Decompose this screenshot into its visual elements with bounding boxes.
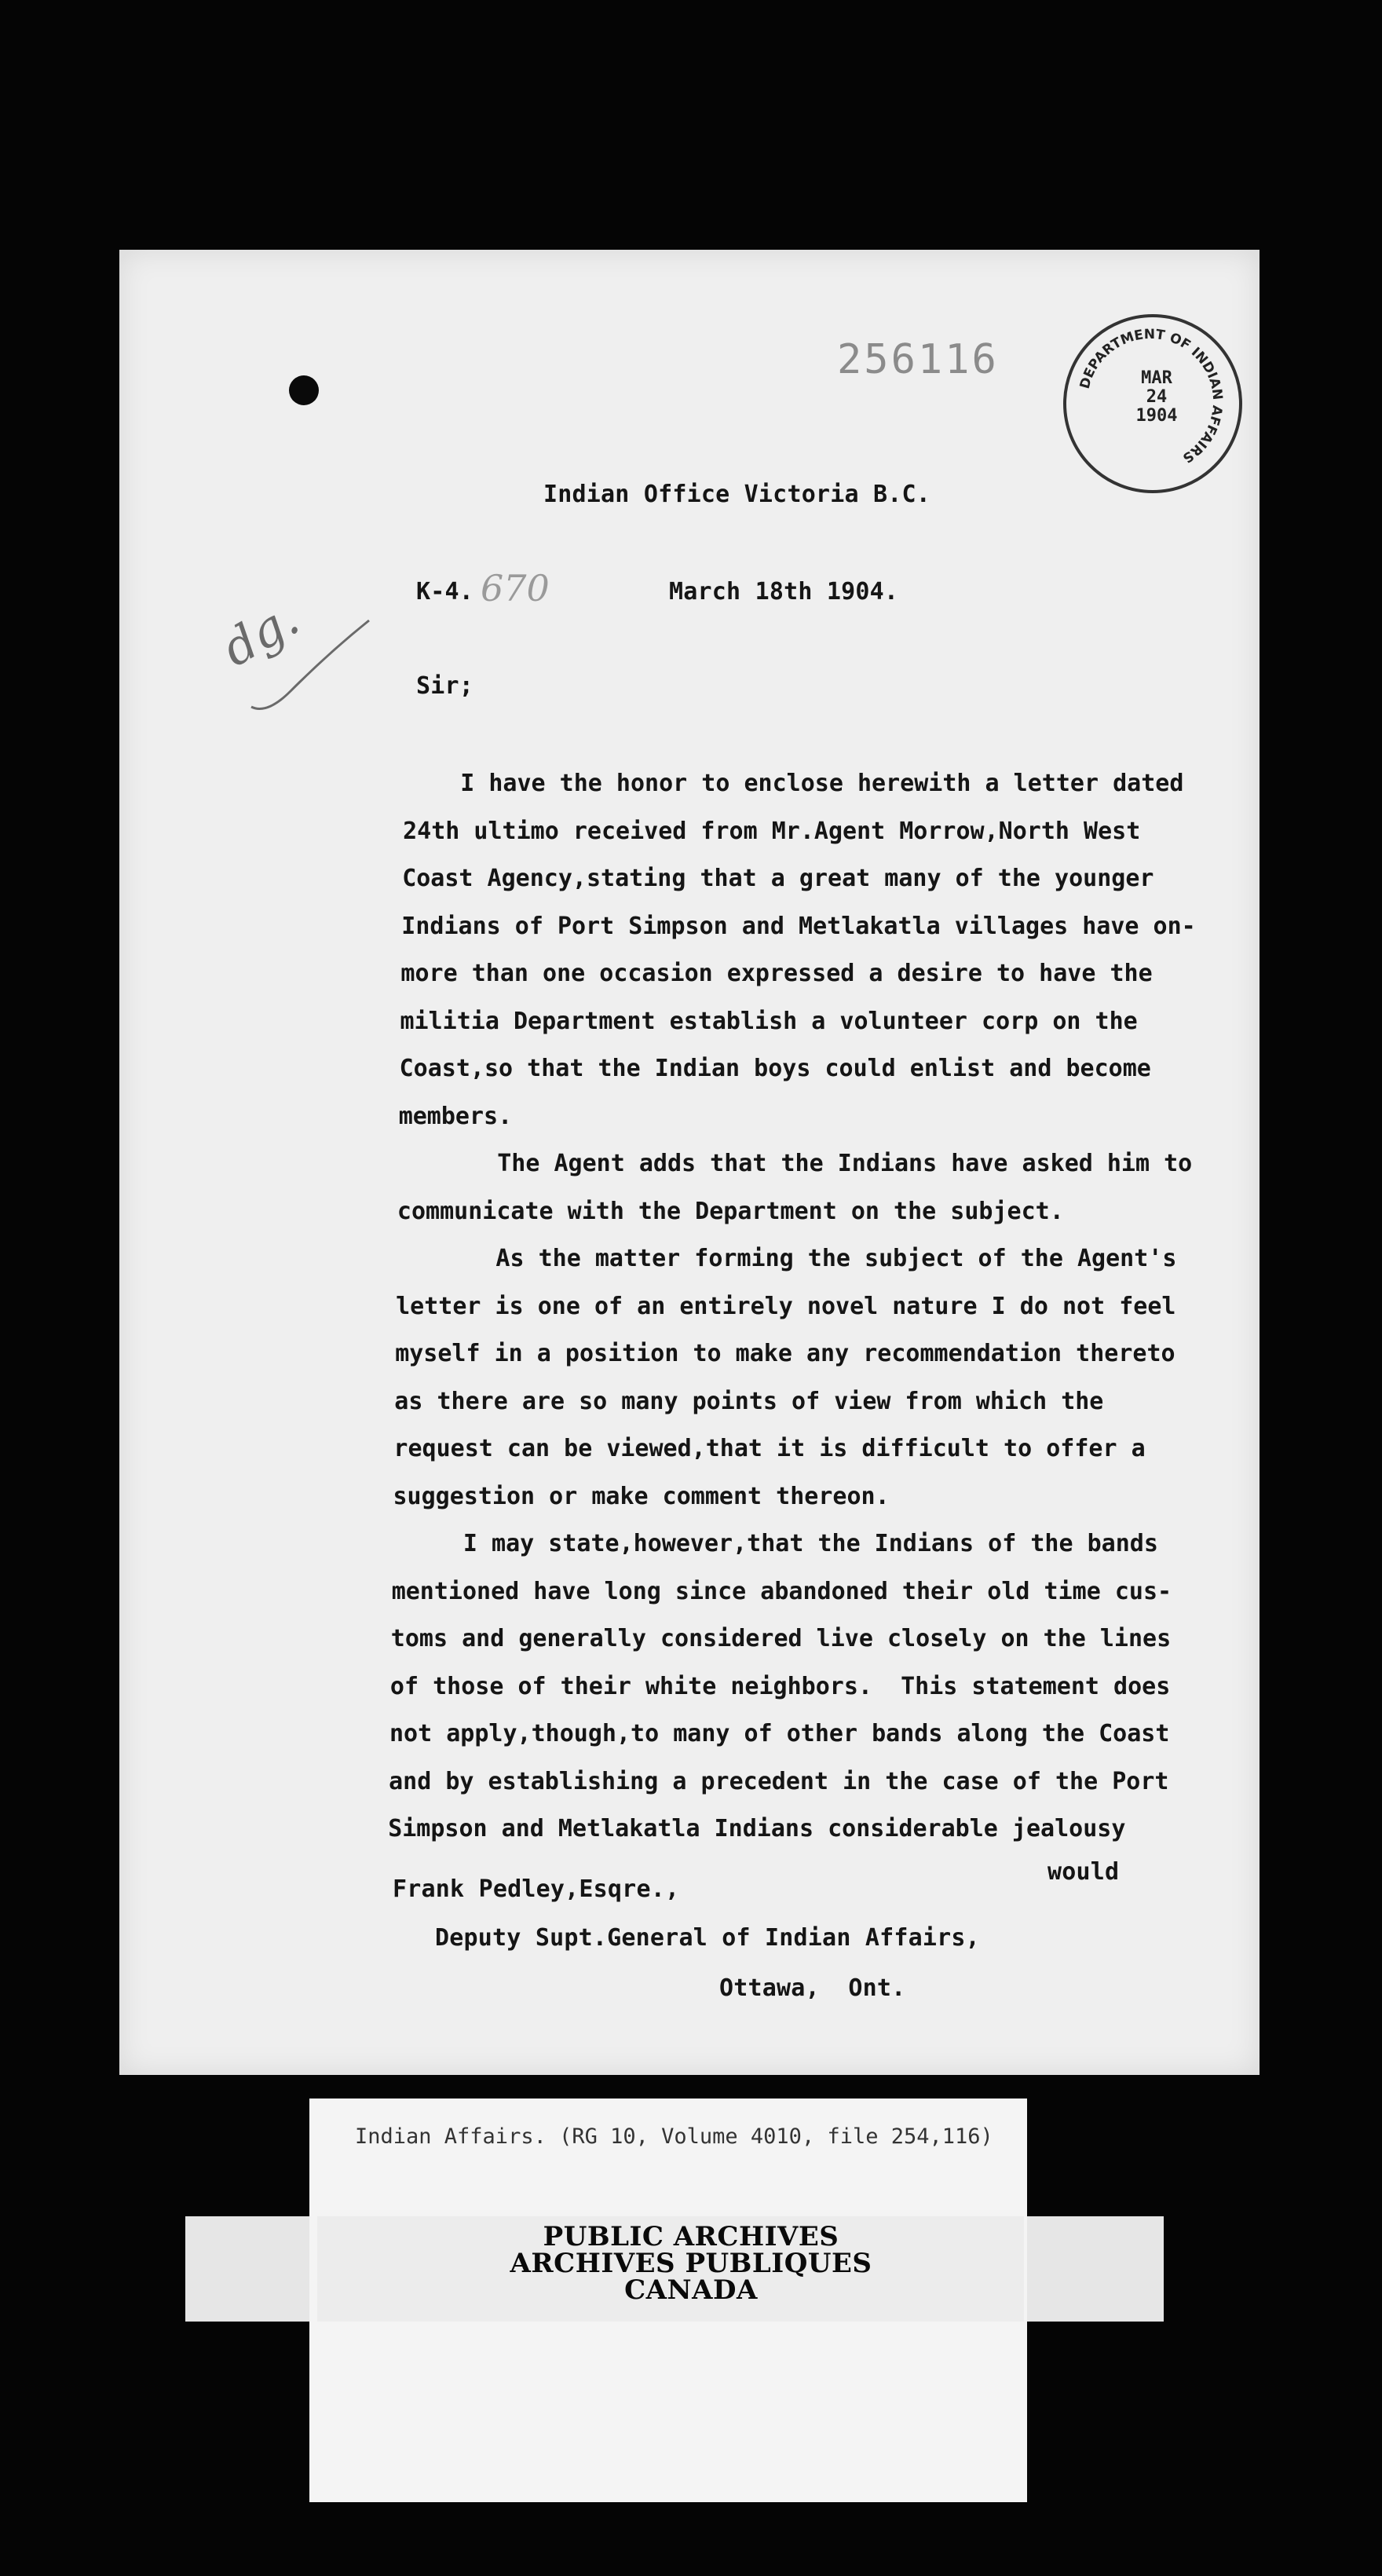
addressee-title: Deputy Supt.General of Indian Affairs, <box>435 1924 980 1952</box>
body-line: toms and generally considered live closely on the lines <box>390 1625 1172 1652</box>
body-line: militia Department establish a volunteer corp on the <box>400 1007 1138 1035</box>
received-stamp-date <box>1121 369 1192 448</box>
body-line: Coast,so that the Indian boys could enlist and become <box>399 1055 1151 1082</box>
body-line: I have the honor to enclose herewith a letter dated <box>404 770 1184 797</box>
initials-flourish <box>243 613 377 715</box>
body-line: mentioned have long since abandoned their old time cus- <box>391 1577 1172 1605</box>
file-number-stamp: 256116 <box>837 336 999 383</box>
body-line: as there are so many points of view from which the <box>394 1387 1104 1415</box>
archive-reference: Indian Affairs. (RG 10, Volume 4010, file 254,116) <box>355 2124 993 2149</box>
body-line: I may state,however,that the Indians of the bands <box>392 1530 1158 1557</box>
body-line: The Agent adds that the Indians have asked him to <box>397 1150 1193 1177</box>
archive-line-1: PUBLIC ARCHIVES <box>543 2221 839 2252</box>
body-line: letter is one of an entirely novel nature I do not feel <box>396 1292 1176 1320</box>
office-heading: Indian Office Victoria B.C. <box>543 481 931 508</box>
stamp-day: 24 <box>1146 387 1168 407</box>
body-line: Simpson and Metlakatla Indians considerable jealousy <box>388 1815 1126 1842</box>
body-line: members. <box>398 1102 513 1130</box>
archive-line-3: CANADA <box>624 2274 758 2306</box>
body-line: myself in a position to make any recommendation thereto <box>395 1340 1175 1367</box>
stamp-year: 1904 <box>1135 406 1178 426</box>
body-line: Coast Agency,stating that a great many of the younger <box>402 865 1154 892</box>
body-line: of those of their white neighbors. This statement does <box>389 1672 1171 1700</box>
letter-date: March 18th 1904. <box>669 578 899 606</box>
ink-blot <box>289 375 319 405</box>
body-line: more than one occasion expressed a desire to have the <box>400 960 1153 987</box>
body-line: communicate with the Department on the subject. <box>397 1197 1064 1225</box>
reference-number: K-4. <box>416 578 474 606</box>
handwritten-reference: 670 <box>481 567 550 609</box>
archive-line-2: ARCHIVES PUBLIQUES <box>510 2248 872 2279</box>
body-line: suggestion or make comment thereon. <box>393 1482 890 1510</box>
body-line: and by establishing a precedent in the case of the Port <box>389 1767 1169 1795</box>
body-line: 24th ultimo received from Mr.Agent Morrow,North West <box>403 817 1141 845</box>
body-line: Indians of Port Simpson and Metlakatla villages have on- <box>401 912 1196 940</box>
stamp-ring-text: DEPARTMENT OF INDIAN AFFAIRS <box>1077 326 1226 466</box>
addressee-name: Frank Pedley,Esqre., <box>393 1875 680 1903</box>
handwritten-initials: dg. <box>212 589 309 678</box>
stamp-month: MAR <box>1141 368 1172 388</box>
addressee-city: Ottawa, Ont. <box>719 1974 906 2002</box>
catchword: would <box>1047 1858 1120 1886</box>
salutation: Sir; <box>416 672 474 700</box>
body-line: not apply,though,to many of other bands along the Coast <box>389 1720 1170 1747</box>
body-line: request can be viewed,that it is difficult to offer a <box>393 1435 1146 1462</box>
body-line: As the matter forming the subject of the Agent's <box>397 1245 1177 1272</box>
